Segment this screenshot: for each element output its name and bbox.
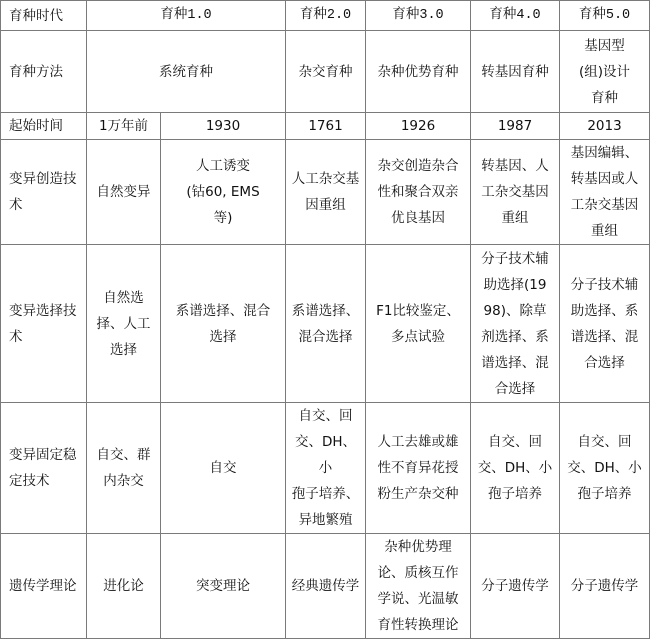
cell-fixing-era4 xyxy=(471,403,560,534)
cell-line: 变异固定稳 xyxy=(9,447,77,463)
cell-line: 人工杂交基 xyxy=(291,171,360,187)
cell-line: 术 xyxy=(9,328,23,345)
cell-line: 变异创造技 xyxy=(9,171,77,187)
cell-line: 自然选 xyxy=(103,289,144,306)
cell-creation-era1b xyxy=(161,140,286,245)
cell-fixing-era3 xyxy=(366,403,471,534)
cell-line: 转基因、人 xyxy=(481,158,549,174)
cell-selection-era1b xyxy=(161,245,286,403)
cell-line: 合选择 xyxy=(494,380,536,397)
cell-creation-era5 xyxy=(560,140,650,245)
cell-line: 交、DH、小 xyxy=(567,460,642,476)
row-breeding-method xyxy=(1,31,650,113)
cell-theory-era1b: 突变理论 xyxy=(161,534,286,639)
header-era-4: 育种4.0 xyxy=(471,1,560,31)
cell-line: 人工去雄或雄 xyxy=(377,434,459,450)
cell-line: 孢子培养 xyxy=(577,486,632,502)
cell-line: 术 xyxy=(9,197,23,213)
cell-theory-era4: 分子遗传学 xyxy=(471,534,560,639)
cell-line: 重组 xyxy=(591,223,618,239)
cell-line: 助选择、系 xyxy=(570,302,639,319)
cell-line: 育性转换理论 xyxy=(377,617,459,633)
cell-line: 混合选择 xyxy=(298,328,353,345)
cell-line: 性不育异花授 xyxy=(377,460,459,476)
cell-line: 分子技术辅 xyxy=(481,250,549,267)
cell-fixing-era5 xyxy=(560,403,650,534)
cell-line: (组)设计 xyxy=(578,63,631,80)
cell-creation-era2 xyxy=(286,140,366,245)
cell-start-era1b: 1930 xyxy=(161,113,286,140)
row-label-start-time: 起始时间 xyxy=(1,113,87,140)
cell-line: 等) xyxy=(213,210,233,226)
header-era-3: 育种3.0 xyxy=(366,1,471,31)
row-label-variation-fixing xyxy=(1,403,87,534)
cell-line: 谱选择、混 xyxy=(570,328,639,345)
cell-line: 自交、回 xyxy=(488,434,542,450)
cell-line: 人工诱变 xyxy=(196,158,250,174)
cell-line: 自交、回 xyxy=(577,434,632,450)
cell-line: 因重组 xyxy=(305,197,346,213)
cell-start-era1a: 1万年前 xyxy=(87,113,161,140)
row-genetics-theory xyxy=(1,534,650,639)
header-era-5: 育种5.0 xyxy=(560,1,650,31)
cell-line: 孢子培养 xyxy=(488,486,542,502)
cell-line: 合选择 xyxy=(584,354,625,371)
cell-line: 定技术 xyxy=(9,473,50,489)
cell-line: 助选择(19 xyxy=(483,276,547,293)
cell-line: 性和聚合双亲 xyxy=(377,184,459,200)
cell-creation-era1a: 自然变异 xyxy=(87,140,161,245)
cell-selection-era2 xyxy=(286,245,366,403)
cell-start-era5: 2013 xyxy=(560,113,650,140)
cell-line: 择、人工 xyxy=(96,315,151,332)
cell-creation-era3 xyxy=(366,140,471,245)
row-variation-selection xyxy=(1,245,650,403)
row-variation-creation xyxy=(1,140,650,245)
row-variation-fixing xyxy=(1,403,650,534)
cell-theory-era2: 经典遗传学 xyxy=(286,534,366,639)
cell-fixing-era1a xyxy=(87,403,161,534)
cell-line: 变异选择技 xyxy=(9,302,77,319)
cell-selection-era4 xyxy=(471,245,560,403)
cell-fixing-era1b: 自交 xyxy=(161,403,286,534)
cell-line: 育种 xyxy=(591,89,618,106)
cell-method-era2: 杂交育种 xyxy=(286,31,366,113)
cell-line: 交、DH、小 xyxy=(477,460,553,476)
cell-method-era4: 转基因育种 xyxy=(471,31,560,113)
cell-line: 孢子培养、 xyxy=(291,486,360,502)
cell-line: 异地繁殖 xyxy=(298,512,353,528)
cell-line: 转基因或人 xyxy=(570,171,639,187)
cell-line: 剂选择、系 xyxy=(481,328,549,345)
cell-line: 选择 xyxy=(209,328,237,345)
row-label-method: 育种方法 xyxy=(1,31,87,113)
cell-line: 系谱选择、混合 xyxy=(175,302,271,319)
cell-line: 自交、回 xyxy=(298,408,353,424)
cell-selection-era1a xyxy=(87,245,161,403)
cell-line: 选择 xyxy=(110,341,137,358)
header-era-label: 育种时代 xyxy=(1,1,87,31)
cell-line: 杂种优势理 xyxy=(384,539,452,555)
cell-selection-era3 xyxy=(366,245,471,403)
cell-line: 论、质核互作 xyxy=(377,565,459,581)
header-era-2: 育种2.0 xyxy=(286,1,366,31)
cell-fixing-era2 xyxy=(286,403,366,534)
cell-theory-era3 xyxy=(366,534,471,639)
cell-method-era5 xyxy=(560,31,650,113)
header-era-1: 育种1.0 xyxy=(87,1,286,31)
cell-line: 多点试验 xyxy=(391,328,445,345)
cell-line: F1比较鉴定、 xyxy=(376,302,460,319)
cell-start-era4: 1987 xyxy=(471,113,560,140)
cell-start-era2: 1761 xyxy=(286,113,366,140)
cell-line: (钴60, EMS xyxy=(186,184,260,200)
cell-line: 学说、光温敏 xyxy=(377,591,459,607)
header-row xyxy=(1,1,650,31)
cell-line: 工杂交基因 xyxy=(481,184,549,200)
row-label-variation-selection xyxy=(1,245,87,403)
cell-line: 98)、除草 xyxy=(483,302,547,319)
cell-method-era1: 系统育种 xyxy=(87,31,286,113)
row-start-time xyxy=(1,113,650,140)
cell-theory-era1a: 进化论 xyxy=(87,534,161,639)
cell-line: 自交、群 xyxy=(96,447,151,463)
row-label-variation-creation xyxy=(1,140,87,245)
cell-line: 谱选择、混 xyxy=(481,354,549,371)
row-label-genetics-theory: 遗传学理论 xyxy=(1,534,87,639)
cell-creation-era4 xyxy=(471,140,560,245)
cell-line: 基因型 xyxy=(584,37,625,54)
cell-theory-era5: 分子遗传学 xyxy=(560,534,650,639)
cell-line: 工杂交基因 xyxy=(570,197,639,213)
cell-line: 优良基因 xyxy=(391,210,445,226)
cell-line: 基因编辑、 xyxy=(570,145,639,161)
cell-line: 分子技术辅 xyxy=(570,276,639,293)
cell-line: 杂交创造杂合 xyxy=(377,158,459,174)
cell-start-era3: 1926 xyxy=(366,113,471,140)
cell-line: 重组 xyxy=(501,210,529,226)
cell-line: 内杂交 xyxy=(103,473,144,489)
cell-line: 粉生产杂交种 xyxy=(377,486,459,502)
cell-line: 交、DH、小 xyxy=(294,434,357,476)
cell-method-era3: 杂种优势育种 xyxy=(366,31,471,113)
cell-line: 系谱选择、 xyxy=(291,302,360,319)
cell-selection-era5 xyxy=(560,245,650,403)
